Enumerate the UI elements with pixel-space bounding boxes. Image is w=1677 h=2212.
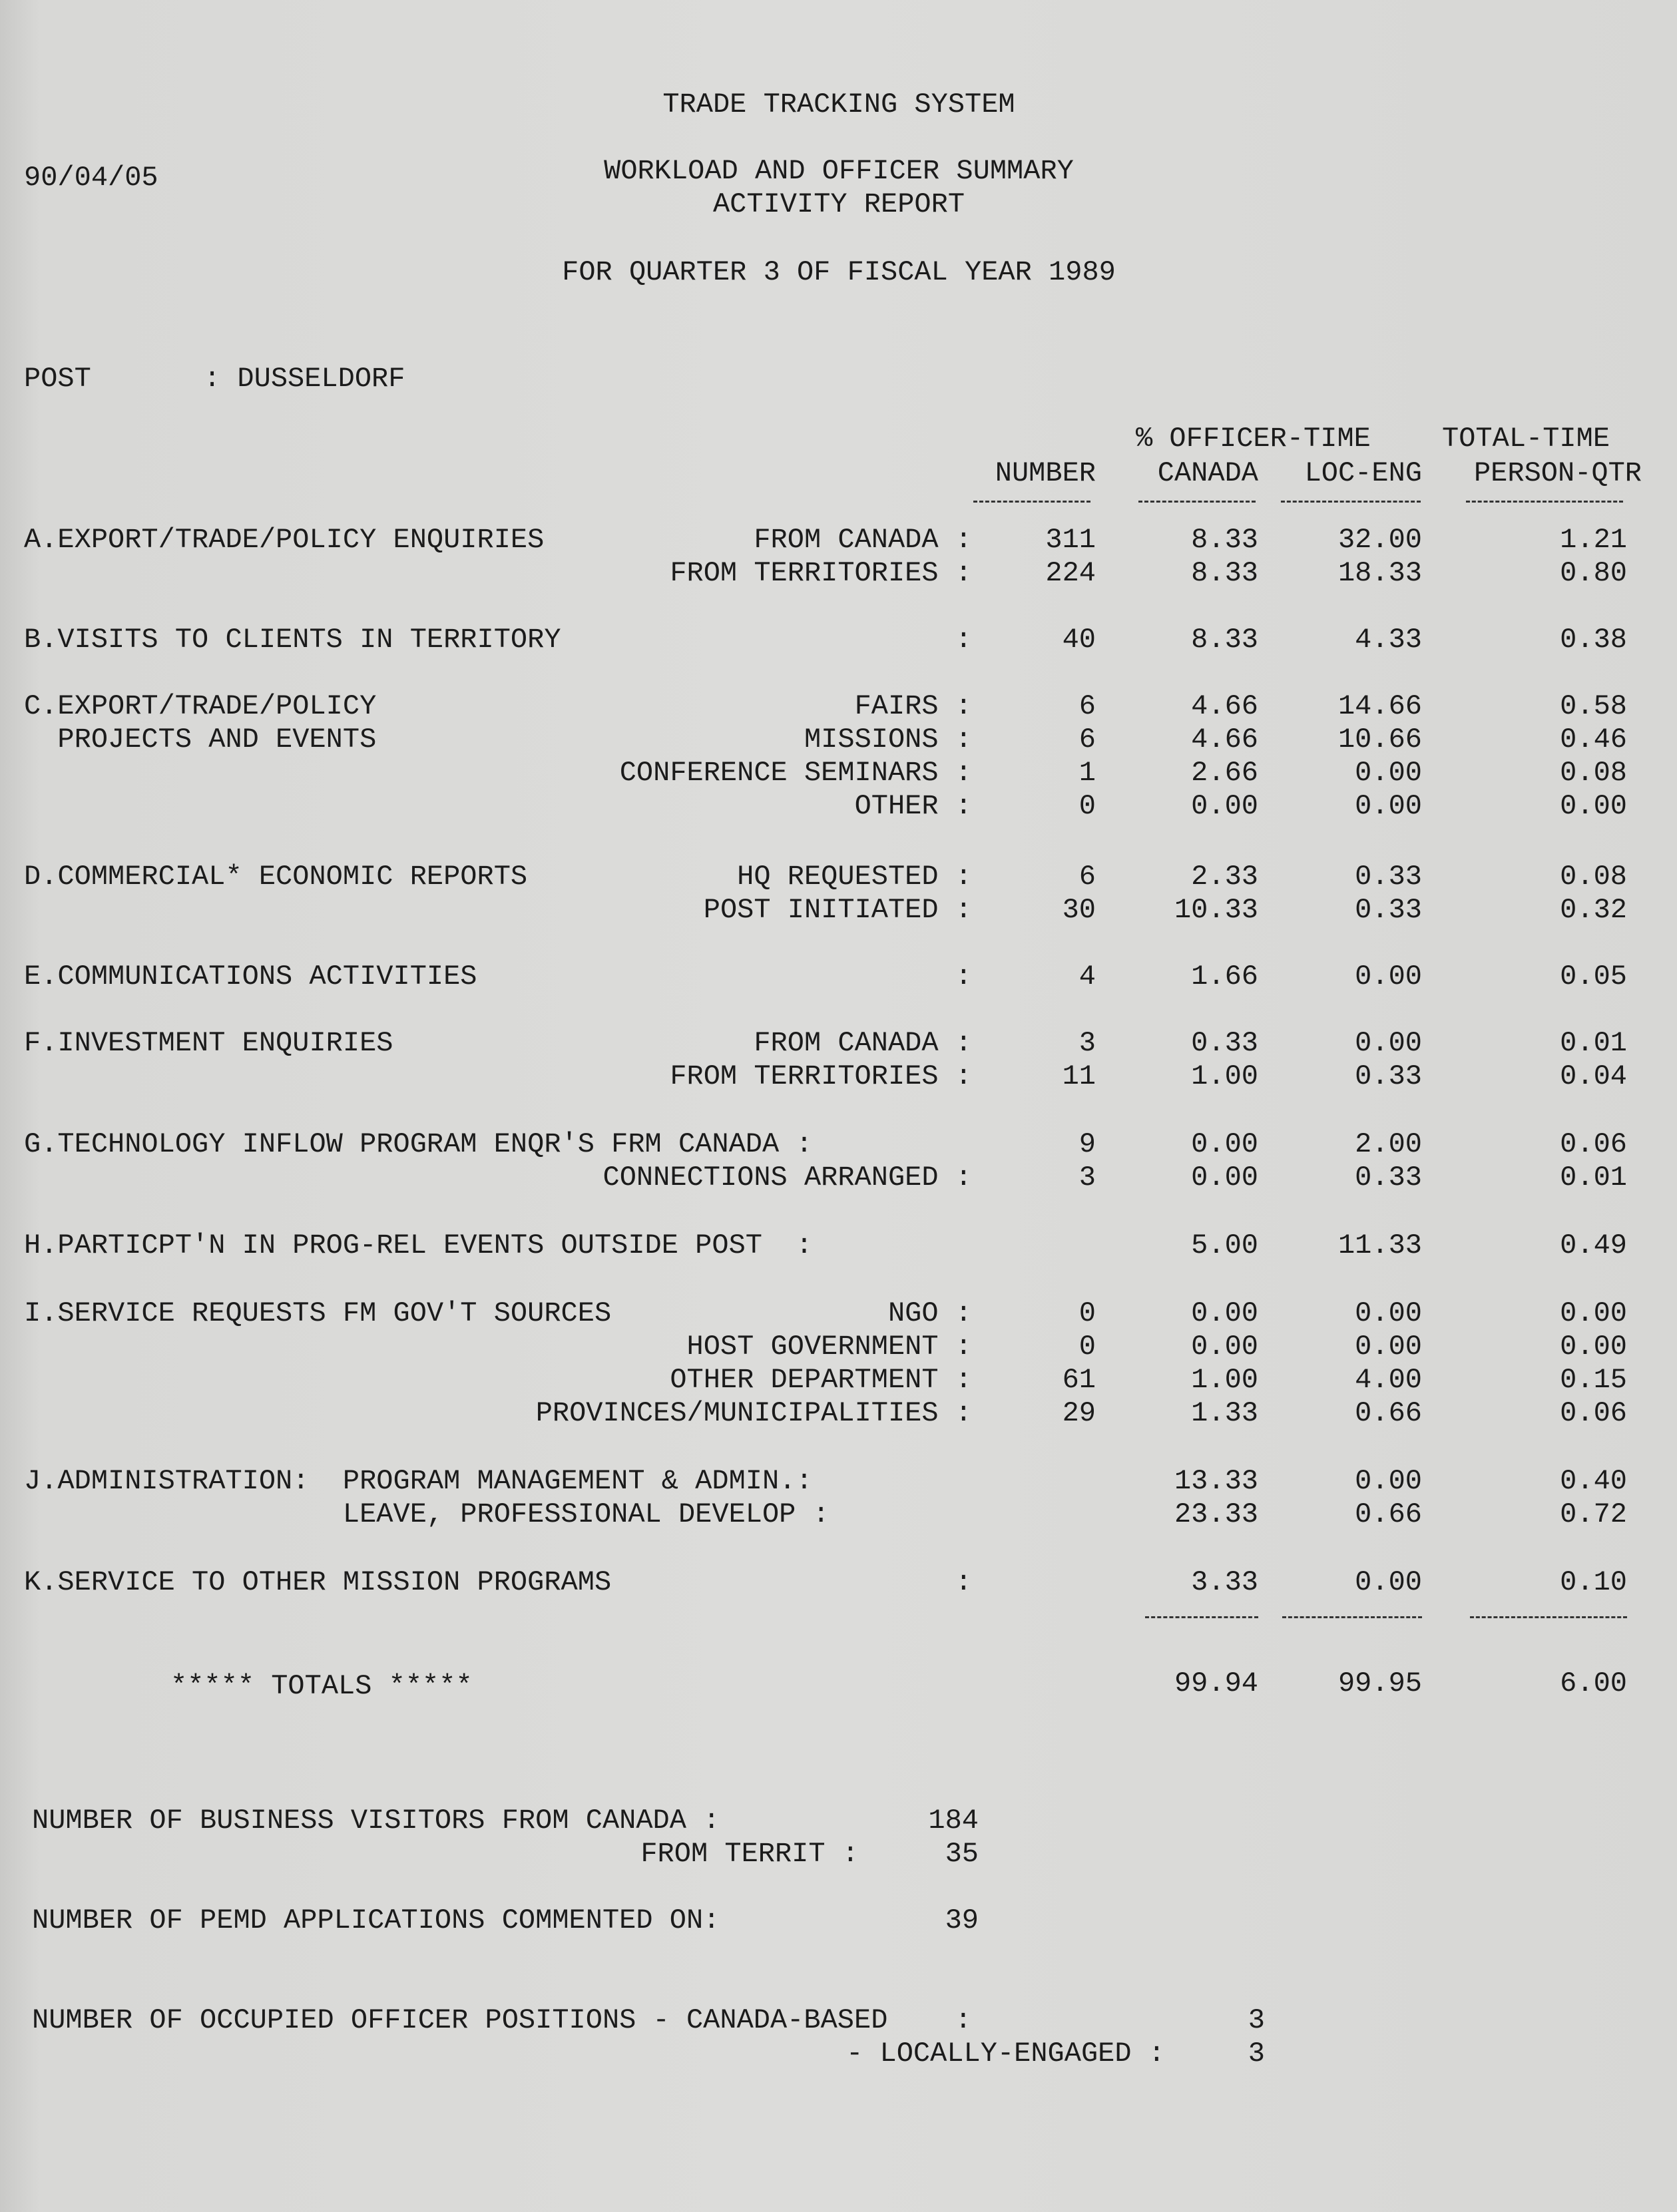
system-title: TRADE TRACKING SYSTEM bbox=[662, 89, 1015, 120]
row-loc-eng: 10.66 bbox=[1337, 724, 1422, 756]
row-person-qtr: 0.38 bbox=[1560, 624, 1627, 656]
canada-header-rule bbox=[1138, 501, 1256, 503]
canada-total-rule bbox=[1145, 1616, 1258, 1618]
row-subcategory: PROVINCES/MUNICIPALITIES : bbox=[535, 1397, 972, 1429]
row-loc-eng: 0.00 bbox=[1355, 1566, 1422, 1598]
row-person-qtr: 0.49 bbox=[1560, 1229, 1627, 1261]
row-canada: 0.00 bbox=[1191, 1128, 1258, 1160]
row-canada: 0.00 bbox=[1191, 790, 1258, 822]
person-qtr-total-rule bbox=[1470, 1616, 1627, 1618]
row-category: G.TECHNOLOGY INFLOW PROGRAM ENQR'S FRM CANADA : bbox=[24, 1128, 813, 1160]
row-loc-eng: 0.33 bbox=[1355, 861, 1422, 893]
row-number: 40 bbox=[1062, 624, 1096, 656]
row-category: B.VISITS TO CLIENTS IN TERRITORY bbox=[24, 624, 561, 656]
row-canada: 1.33 bbox=[1191, 1397, 1258, 1429]
row-category: K.SERVICE TO OTHER MISSION PROGRAMS bbox=[24, 1566, 612, 1598]
row-subcategory: HQ REQUESTED : bbox=[737, 861, 972, 893]
row-person-qtr: 0.05 bbox=[1560, 961, 1627, 993]
business-visitors-territ: 35 bbox=[945, 1838, 979, 1870]
row-loc-eng: 0.33 bbox=[1355, 894, 1422, 926]
row-person-qtr: 0.01 bbox=[1560, 1027, 1627, 1059]
row-person-qtr: 0.10 bbox=[1560, 1566, 1627, 1598]
row-subcategory: : bbox=[955, 961, 972, 993]
row-person-qtr: 0.00 bbox=[1560, 1331, 1627, 1363]
report-title-line-1: WORKLOAD AND OFFICER SUMMARY bbox=[604, 155, 1074, 187]
row-person-qtr: 0.08 bbox=[1560, 861, 1627, 893]
number-header-rule bbox=[973, 501, 1090, 503]
row-canada: 8.33 bbox=[1191, 557, 1258, 589]
row-person-qtr: 0.58 bbox=[1560, 690, 1627, 722]
row-person-qtr: 0.08 bbox=[1560, 757, 1627, 789]
row-subcategory: CONNECTIONS ARRANGED : bbox=[602, 1162, 972, 1194]
row-loc-eng: 18.33 bbox=[1337, 557, 1422, 589]
row-loc-eng: 0.00 bbox=[1355, 790, 1422, 822]
row-loc-eng: 11.33 bbox=[1337, 1229, 1422, 1261]
row-number: 224 bbox=[1045, 557, 1096, 589]
row-person-qtr: 0.00 bbox=[1560, 1297, 1627, 1329]
row-person-qtr: 0.15 bbox=[1560, 1364, 1627, 1396]
row-canada: 4.66 bbox=[1191, 690, 1258, 722]
row-subcategory: FAIRS : bbox=[854, 690, 972, 722]
totals-label: ***** TOTALS ***** bbox=[170, 1670, 473, 1702]
loc-eng-total-rule bbox=[1282, 1616, 1422, 1618]
row-category: H.PARTICPT'N IN PROG-REL EVENTS OUTSIDE POST : bbox=[24, 1229, 813, 1261]
row-number: 9 bbox=[1078, 1128, 1096, 1160]
officer-positions-canada: 3 bbox=[1248, 2004, 1265, 2036]
row-category: C.EXPORT/TRADE/POLICY bbox=[24, 690, 377, 722]
row-subcategory: POST INITIATED : bbox=[703, 894, 972, 926]
row-subcategory: HOST GOVERNMENT : bbox=[686, 1331, 972, 1363]
row-person-qtr: 0.80 bbox=[1560, 557, 1627, 589]
header-officer-time: % OFFICER-TIME bbox=[1136, 423, 1371, 455]
row-number: 30 bbox=[1062, 894, 1096, 926]
row-canada: 0.00 bbox=[1191, 1331, 1258, 1363]
row-canada: 5.00 bbox=[1191, 1229, 1258, 1261]
report-title-line-2: ACTIVITY REPORT bbox=[712, 188, 965, 220]
row-number: 3 bbox=[1078, 1162, 1096, 1194]
row-subcategory: MISSIONS : bbox=[804, 724, 972, 756]
row-canada: 1.00 bbox=[1191, 1060, 1258, 1092]
header-total-time: TOTAL-TIME bbox=[1442, 423, 1610, 455]
post-label: POST bbox=[24, 363, 91, 395]
row-number: 6 bbox=[1078, 690, 1096, 722]
row-canada: 2.66 bbox=[1191, 757, 1258, 789]
row-category: F.INVESTMENT ENQUIRIES bbox=[24, 1027, 393, 1059]
row-loc-eng: 0.00 bbox=[1355, 1465, 1422, 1497]
row-subcategory: FROM TERRITORIES : bbox=[670, 1060, 972, 1092]
header-loc-eng: LOC-ENG bbox=[1304, 457, 1422, 489]
report-date: 90/04/05 bbox=[24, 162, 158, 194]
row-number: 1 bbox=[1078, 757, 1096, 789]
row-number: 3 bbox=[1078, 1027, 1096, 1059]
row-loc-eng: 2.00 bbox=[1355, 1128, 1422, 1160]
row-person-qtr: 0.01 bbox=[1560, 1162, 1627, 1194]
row-number: 29 bbox=[1062, 1397, 1096, 1429]
row-person-qtr: 0.72 bbox=[1560, 1498, 1627, 1530]
business-visitors-canada: 184 bbox=[928, 1805, 979, 1837]
header-number: NUMBER bbox=[995, 457, 1096, 489]
row-loc-eng: 0.00 bbox=[1355, 757, 1422, 789]
row-canada: 10.33 bbox=[1174, 894, 1258, 926]
row-canada: 4.66 bbox=[1191, 724, 1258, 756]
row-category: E.COMMUNICATIONS ACTIVITIES bbox=[24, 961, 477, 993]
row-loc-eng: 4.00 bbox=[1355, 1364, 1422, 1396]
row-canada: 1.66 bbox=[1191, 961, 1258, 993]
row-loc-eng: 0.00 bbox=[1355, 1027, 1422, 1059]
header-canada: CANADA bbox=[1157, 457, 1258, 489]
row-subcategory: OTHER DEPARTMENT : bbox=[670, 1364, 972, 1396]
row-subcategory: CONFERENCE SEMINARS : bbox=[619, 757, 972, 789]
row-loc-eng: 0.66 bbox=[1355, 1498, 1422, 1530]
row-category: J.ADMINISTRATION: PROGRAM MANAGEMENT & ADMIN.: bbox=[24, 1465, 813, 1497]
row-person-qtr: 0.46 bbox=[1560, 724, 1627, 756]
row-person-qtr: 0.06 bbox=[1560, 1128, 1627, 1160]
officer-positions-label: NUMBER OF OCCUPIED OFFICER POSITIONS - CANADA-BASED : bbox=[32, 2004, 972, 2036]
row-subcategory: OTHER : bbox=[854, 790, 972, 822]
row-number: 61 bbox=[1062, 1364, 1096, 1396]
row-canada: 23.33 bbox=[1174, 1498, 1258, 1530]
row-person-qtr: 0.00 bbox=[1560, 790, 1627, 822]
row-number: 6 bbox=[1078, 724, 1096, 756]
row-person-qtr: 1.21 bbox=[1560, 524, 1627, 556]
row-subcategory: FROM TERRITORIES : bbox=[670, 557, 972, 589]
totals-canada: 99.94 bbox=[1174, 1667, 1258, 1699]
pemd-value: 39 bbox=[945, 1904, 979, 1936]
row-subcategory: : bbox=[955, 1566, 972, 1598]
row-category: I.SERVICE REQUESTS FM GOV'T SOURCES bbox=[24, 1297, 612, 1329]
row-canada: 2.33 bbox=[1191, 861, 1258, 893]
officer-positions-local-label: - LOCALLY-ENGAGED : bbox=[846, 2038, 1165, 2070]
loc-eng-header-rule bbox=[1281, 501, 1421, 503]
row-number: 4 bbox=[1078, 961, 1096, 993]
post-value: : DUSSELDORF bbox=[204, 363, 405, 395]
row-category: A.EXPORT/TRADE/POLICY ENQUIRIES bbox=[24, 524, 545, 556]
row-number: 0 bbox=[1078, 1331, 1096, 1363]
row-person-qtr: 0.32 bbox=[1560, 894, 1627, 926]
row-subcategory: FROM CANADA : bbox=[754, 524, 972, 556]
pemd-label: NUMBER OF PEMD APPLICATIONS COMMENTED ON: bbox=[32, 1904, 720, 1936]
row-loc-eng: 0.33 bbox=[1355, 1162, 1422, 1194]
header-person-qtr: PERSON-QTR bbox=[1473, 457, 1642, 489]
row-canada: 0.00 bbox=[1191, 1162, 1258, 1194]
row-canada: 13.33 bbox=[1174, 1465, 1258, 1497]
row-person-qtr: 0.06 bbox=[1560, 1397, 1627, 1429]
row-canada: 0.00 bbox=[1191, 1297, 1258, 1329]
row-category: LEAVE, PROFESSIONAL DEVELOP : bbox=[24, 1498, 830, 1530]
totals-person-qtr: 6.00 bbox=[1560, 1667, 1627, 1699]
row-canada: 3.33 bbox=[1191, 1566, 1258, 1598]
row-number: 0 bbox=[1078, 790, 1096, 822]
row-loc-eng: 0.00 bbox=[1355, 1331, 1422, 1363]
row-subcategory: : bbox=[955, 624, 972, 656]
row-number: 0 bbox=[1078, 1297, 1096, 1329]
row-loc-eng: 0.00 bbox=[1355, 1297, 1422, 1329]
officer-positions-local: 3 bbox=[1248, 2038, 1265, 2070]
row-subcategory: FROM CANADA : bbox=[754, 1027, 972, 1059]
row-category: PROJECTS AND EVENTS bbox=[24, 724, 377, 756]
row-category: D.COMMERCIAL* ECONOMIC REPORTS bbox=[24, 861, 528, 893]
row-loc-eng: 0.33 bbox=[1355, 1060, 1422, 1092]
row-subcategory: NGO : bbox=[887, 1297, 972, 1329]
row-person-qtr: 0.04 bbox=[1560, 1060, 1627, 1092]
row-canada: 1.00 bbox=[1191, 1364, 1258, 1396]
row-canada: 8.33 bbox=[1191, 524, 1258, 556]
row-number: 6 bbox=[1078, 861, 1096, 893]
report-period: FOR QUARTER 3 OF FISCAL YEAR 1989 bbox=[562, 256, 1116, 288]
row-loc-eng: 0.66 bbox=[1355, 1397, 1422, 1429]
totals-loc-eng: 99.95 bbox=[1337, 1667, 1422, 1699]
row-loc-eng: 32.00 bbox=[1337, 524, 1422, 556]
row-canada: 8.33 bbox=[1191, 624, 1258, 656]
business-visitors-label: NUMBER OF BUSINESS VISITORS FROM CANADA : bbox=[32, 1805, 720, 1837]
business-visitors-territ-label: FROM TERRIT : bbox=[640, 1838, 859, 1870]
row-loc-eng: 4.33 bbox=[1355, 624, 1422, 656]
row-number: 11 bbox=[1062, 1060, 1096, 1092]
row-loc-eng: 0.00 bbox=[1355, 961, 1422, 993]
row-loc-eng: 14.66 bbox=[1337, 690, 1422, 722]
row-person-qtr: 0.40 bbox=[1560, 1465, 1627, 1497]
row-canada: 0.33 bbox=[1191, 1027, 1258, 1059]
person-qtr-header-rule bbox=[1466, 501, 1623, 503]
row-number: 311 bbox=[1045, 524, 1096, 556]
